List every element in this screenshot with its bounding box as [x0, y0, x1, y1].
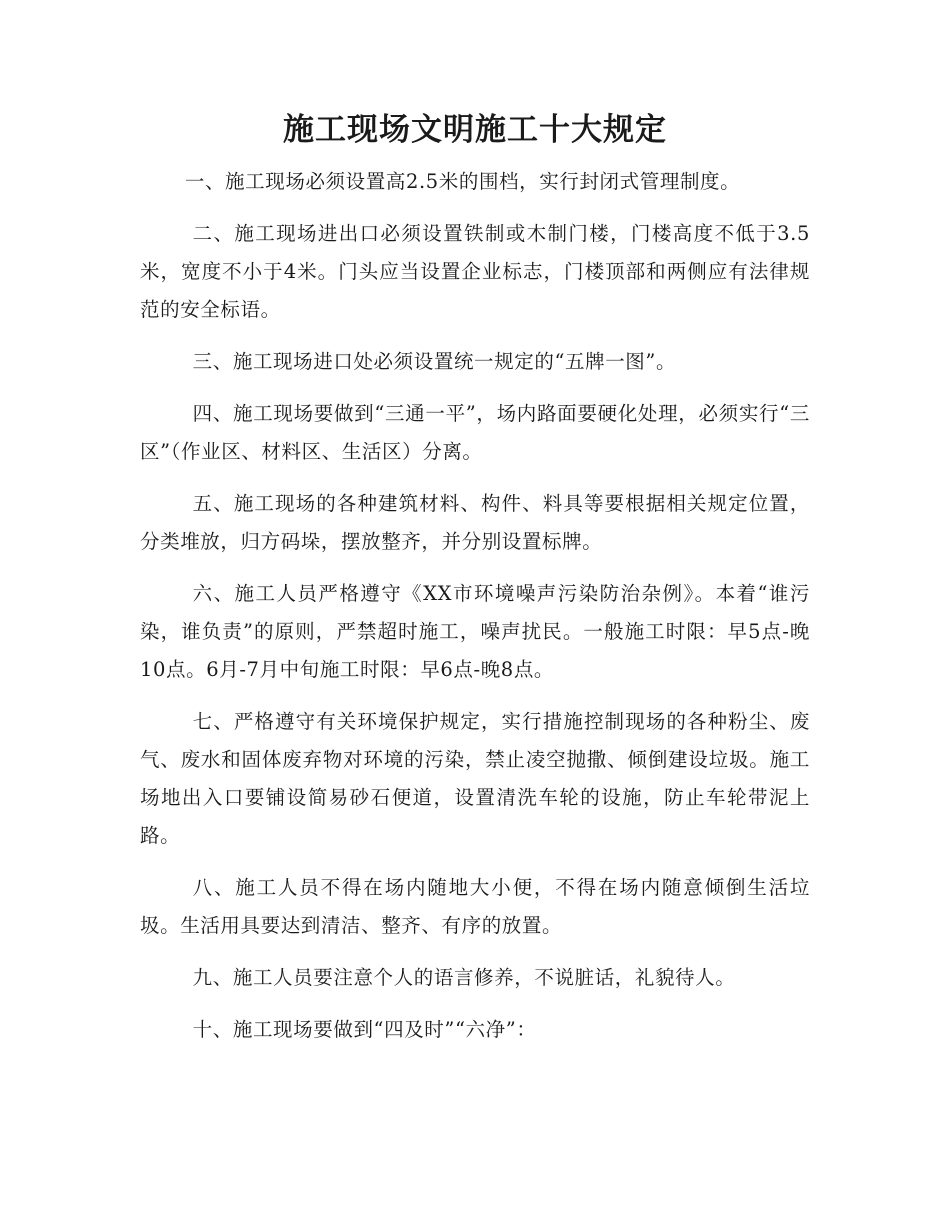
rule-paragraph-3: 三、施工现场进口处必须设置统一规定的“五牌一图”。: [192, 350, 677, 373]
rule-paragraph-8: 八、施工人员不得在场内随地大小便，不得在场内随意倾倒生活垃圾。生活用具要达到清洁、整齐、有序的放置。: [140, 876, 810, 937]
rule-paragraph-6: 六、施工人员严格遵守《XX市环境噪声污染防治杂例》。本着“谁污染，谁负责”的原则，严禁超时施工，噪声扰民。一般施工时限：早5点-晚10点。6月-7月中旬施工时限：早6点-晚8点。: [140, 582, 810, 681]
rule-paragraph-1: 一、施工现场必须设置高2.5米的围档，实行封闭式管理制度。: [184, 170, 741, 193]
rule-paragraph-10: 十、施工现场要做到“四及时”“六净”：: [192, 1018, 537, 1041]
rule-paragraph-5: 五、施工现场的各种建筑材料、构件、料具等要根据相关规定位置，分类堆放，归方码垛，摆放整齐，并分别设置标牌。: [140, 492, 810, 553]
document-body: [140, 163, 810, 1049]
rule-paragraph-4: 四、施工现场要做到“三通一平”，场内路面要硬化处理，必须实行“三区”（作业区、材料区、生活区）分离。: [140, 402, 810, 463]
document-title: 施工现场文明施工十大规定: [283, 112, 667, 148]
rule-paragraph-9: 九、施工人员要注意个人的语言修养，不说脏话，礼貌待人。: [192, 966, 736, 989]
rule-paragraph-2: 二、施工现场进出口必须设置铁制或木制门楼，门楼高度不低于3.5米，宽度不小于4米。门头应当设置企业标志，门楼顶部和两侧应有法律规范的安全标语。: [140, 222, 810, 321]
rule-paragraph-7: 七、严格遵守有关环境保护规定，实行措施控制现场的各种粉尘、废气、废水和固体废弃物对环境的污染，禁止凌空抛撒、倾倒建设垃圾。施工场地出入口要铺设简易砂石便道，设置清洗车轮的设施，防止车轮带泥上路。: [140, 710, 810, 847]
